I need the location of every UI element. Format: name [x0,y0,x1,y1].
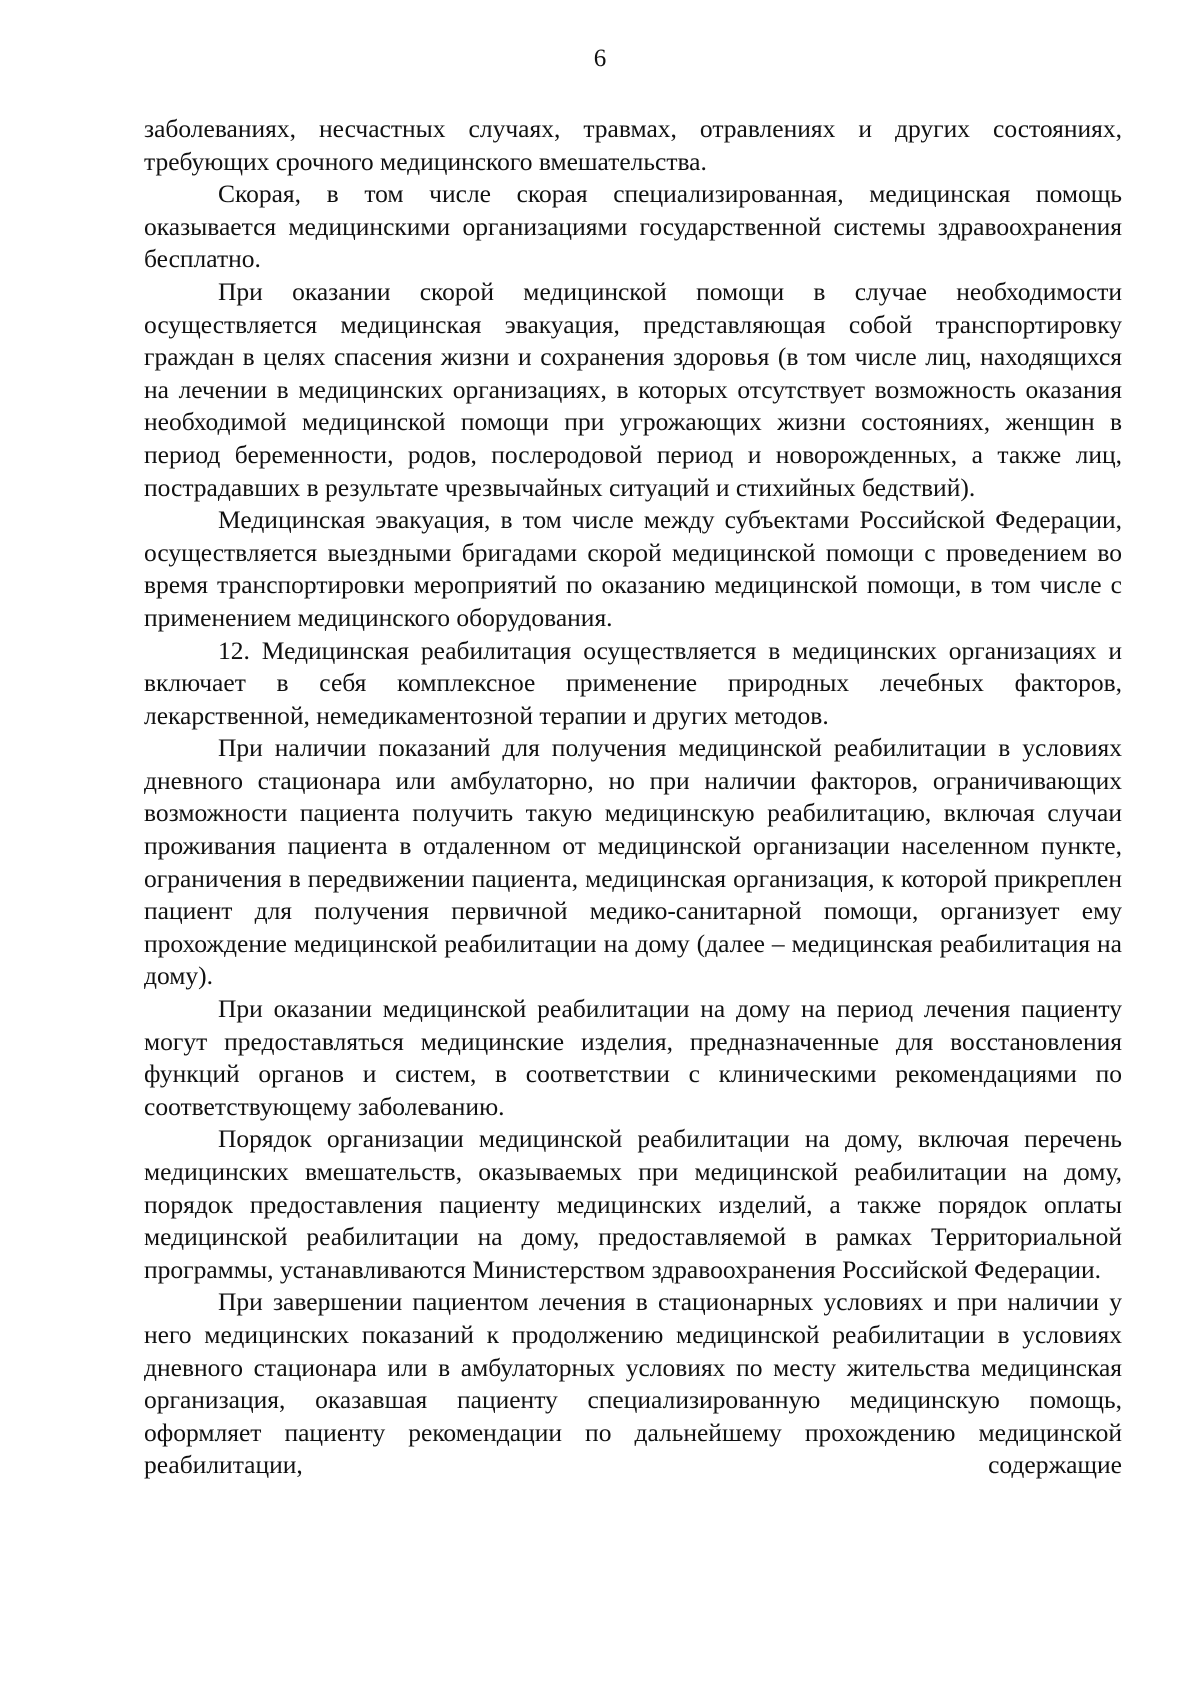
paragraph-5: 12. Медицинская реабилитация осуществляется в медицинских организациях и включает в себя комплексное применение природных лечебных факторов, лекарственной, немедикаментозной терапии и других методов. [144,635,1122,730]
paragraph-3: При оказании скорой медицинской помощи в случае необходимости осуществляется медицинская эвакуация, представляющая собой транспортировку граждан в целях спасения жизни и сохранения здоровья (в том числе лиц, находящихся на лечении в медицинских организациях, в которых отсутствует возможность оказания необходимой медицинской помощи при угрожающих жизни состояниях, женщин в период беременности, родов, послеродовой период и новорожденных, а также лиц, пострадавших в результате чрезвычайных ситуаций и стихийных бедствий). [144,276,1122,502]
paragraph-4: Медицинская эвакуация, в том числе между субъектами Российской Федерации, осуществляется выездными бригадами скорой медицинской помощи с проведением во время транспортировки мероприятий по оказанию медицинской помощи, в том числе с применением медицинского оборудования. [144,505,1122,632]
paragraph-7: При оказании медицинской реабилитации на дому на период лечения пациенту могут предоставляться медицинские изделия, предназначенные для восстановления функций органов и систем, в соответствии с клиническими рекомендациями по соответствующему заболеванию. [144,994,1122,1121]
paragraph-8: Порядок организации медицинской реабилитации на дому, включая перечень медицинских вмешательств, оказываемых при медицинской реабилитации на дому, порядок предоставления пациенту медицинских изделий, а также порядок оплаты медицинской реабилитации на дому, предоставляемой в рамках Территориальной программы, устанавливаются Министерством здравоохранения Российской Федерации. [144,1124,1122,1284]
paragraph-2: Скорая, в том числе скорая специализированная, медицинская помощь оказывается медицинскими организациями государственной системы здравоохранения бесплатно. [144,179,1122,274]
paragraph-1: заболеваниях, несчастных случаях, травмах, отравлениях и других состояниях, требующих срочного медицинского вмешательства. [144,114,1122,176]
paragraph-9: При завершении пациентом лечения в стационарных условиях и при наличии у него медицинских показаний к продолжению медицинской реабилитации в условиях дневного стационара или в амбулаторных условиях по месту жительства медицинская организация, оказавшая пациенту специализированную медицинскую помощь, оформляет пациенту рекомендации по дальнейшему прохождению медицинской реабилитации, содержащие [144,1287,1122,1480]
document-body [144,113,1122,1482]
paragraph-6: При наличии показаний для получения медицинской реабилитации в условиях дневного стационара или амбулаторно, но при наличии факторов, ограничивающих возможности пациента получить такую медицинскую реабилитацию, включая случаи проживания пациента в отдаленном от медицинской организации населенном пункте, ограничения в передвижении пациента, медицинская организация, к которой прикреплен пациент для получения первичной медико-санитарной помощи, организует ему прохождение медицинской реабилитации на дому (далее – медицинская реабилитация на дому). [144,733,1122,991]
page-number: 6 [593,45,607,72]
